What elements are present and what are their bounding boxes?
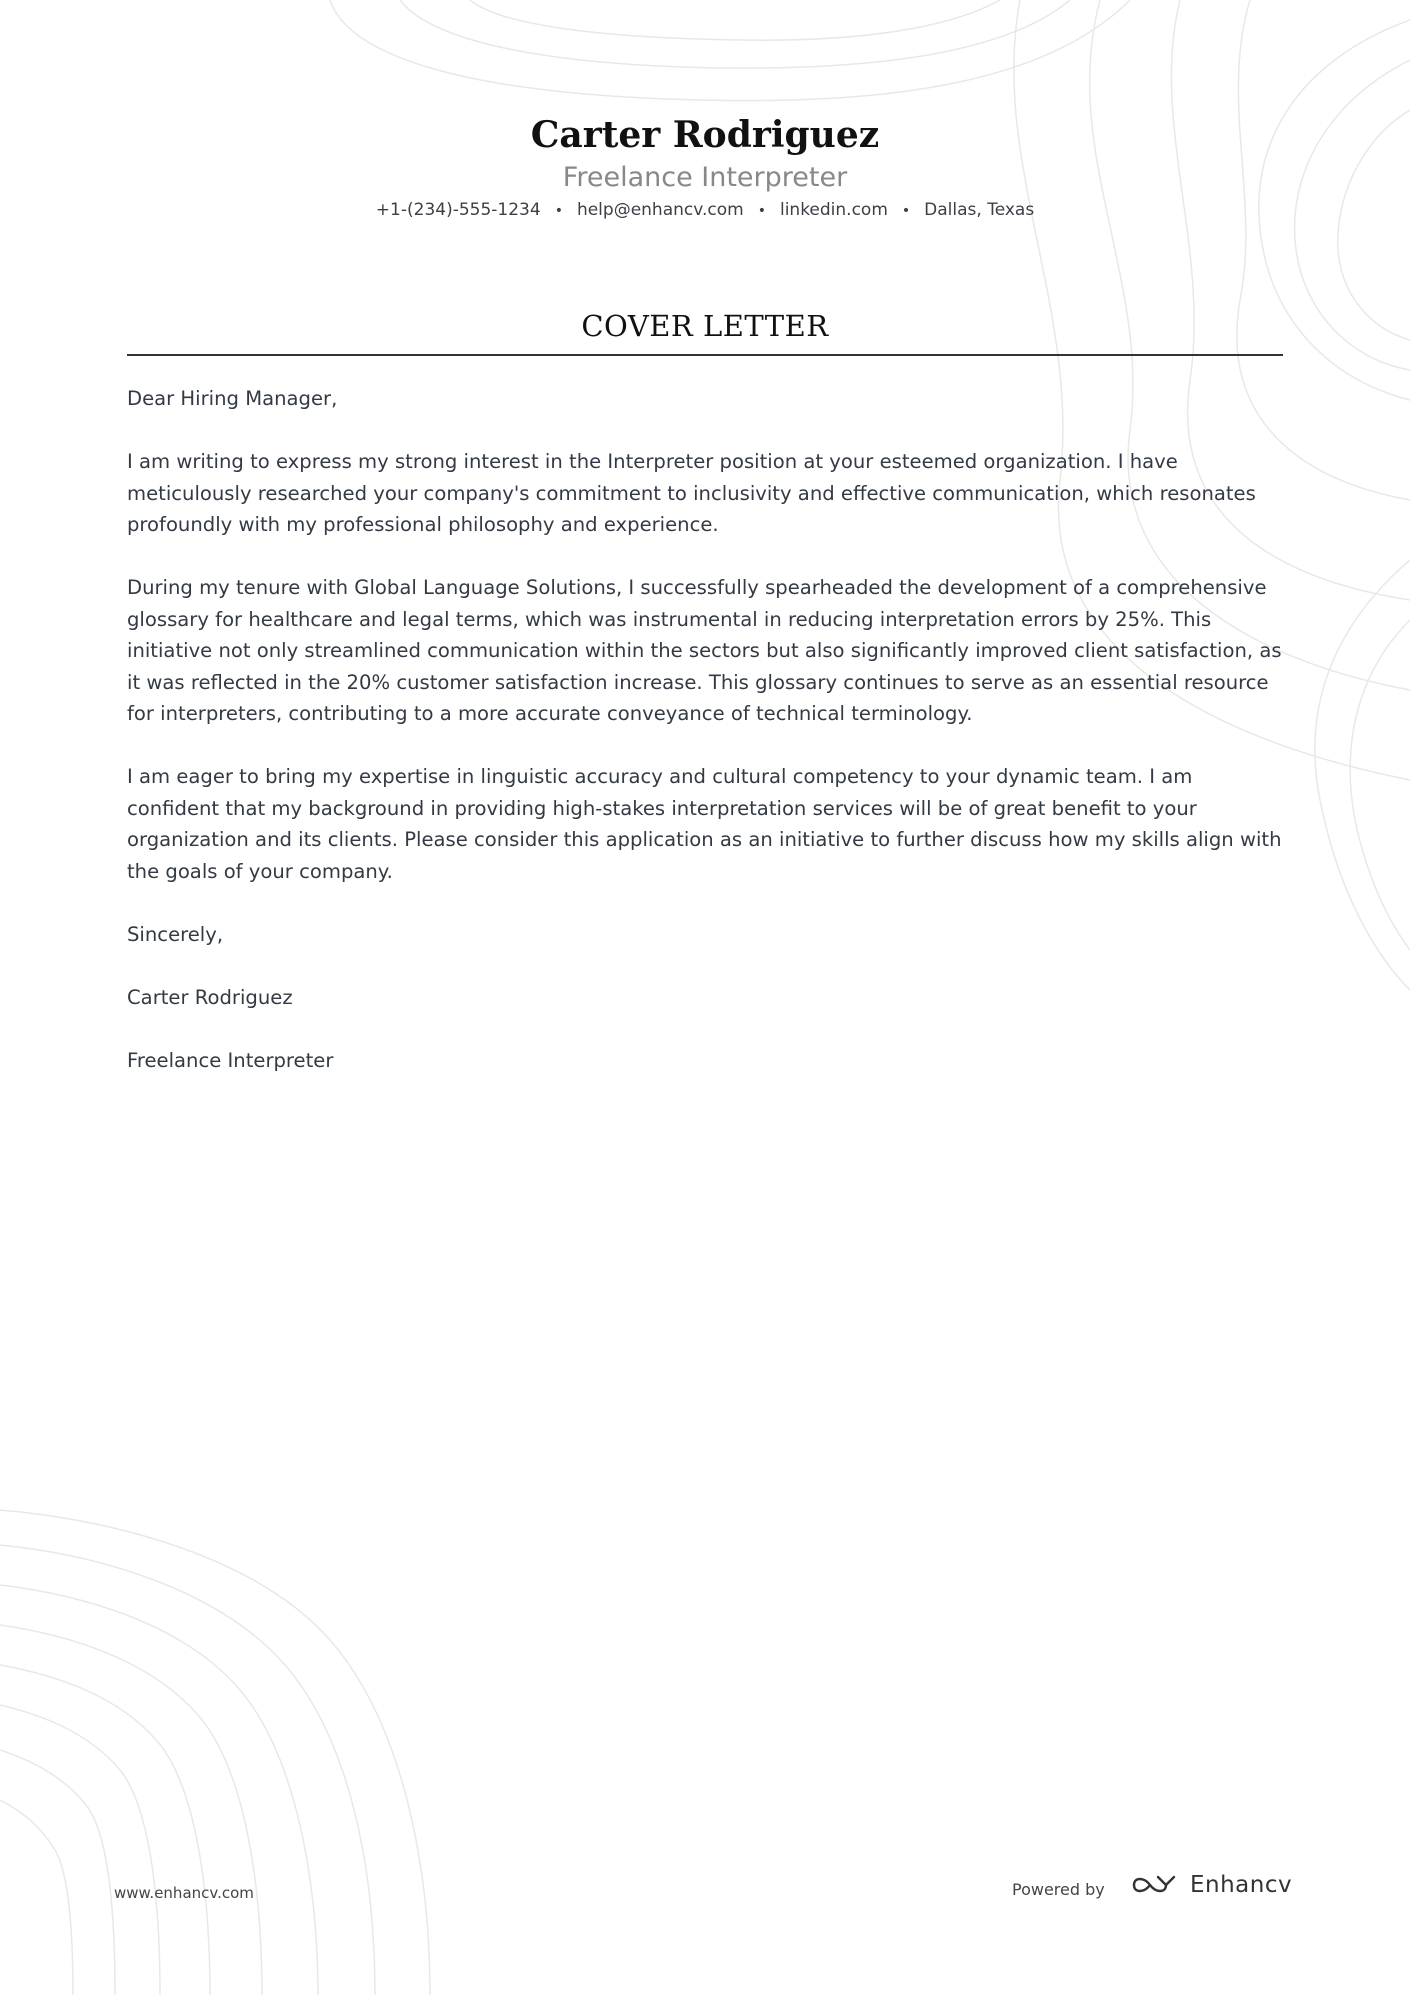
letter-paragraph: During my tenure with Global Language Solutions, I successfully spearheaded the development of a comprehensive glossary for healthcare and legal terms, which was instrumental in reducing interpretation errors by 25%. This initiative not only streamlined communication within the sectors but also significantly improved client satisfaction, as it was reflected in the 20% customer satisfaction increase. This glossary continues to serve as an essential resource for interpreters, contributing to a more accurate conveyance of technical terminology. xyxy=(127,576,1282,725)
letter-paragraph: I am writing to express my strong interest in the Interpreter position at your esteemed organization. I have meticulously researched your company's commitment to inclusivity and effective communication, which resonates profoundly with my professional philosophy and experience. xyxy=(127,450,1256,536)
contact-line xyxy=(0,198,1410,223)
letter-body xyxy=(127,383,1283,1108)
brand-link[interactable] xyxy=(1130,1872,1292,1898)
contact-email: help@enhancv.com xyxy=(576,200,744,220)
letter-closing: Sincerely, xyxy=(127,922,224,946)
section-divider xyxy=(127,354,1283,356)
bullet-separator: • xyxy=(554,203,563,219)
signature-title: Freelance Interpreter xyxy=(127,1048,334,1072)
enhancv-logo-icon xyxy=(1130,1872,1178,1898)
brand-name: Enhancv xyxy=(1190,1872,1293,1898)
letter-greeting: Dear Hiring Manager, xyxy=(127,387,338,410)
contact-linkedin: linkedin.com xyxy=(779,200,888,220)
contact-phone: +1-(234)-555-1234 xyxy=(375,200,541,220)
section-title: COVER LETTER xyxy=(581,309,829,343)
powered-by-label: Powered by xyxy=(1012,1880,1105,1899)
bullet-separator: • xyxy=(757,203,766,219)
contact-location: Dallas, Texas xyxy=(924,200,1035,220)
applicant-name: Carter Rodriguez xyxy=(530,114,880,156)
letter-paragraph: I am eager to bring my expertise in linguistic accuracy and cultural competency to your dynamic team. I am confident that my background in providing high-stakes interpretation services will be of great benefit to your organization and its clients. Please consider this application as an initiative to further discuss how my skills align with the goals of your company. xyxy=(127,765,1282,883)
applicant-role: Freelance Interpreter xyxy=(562,162,848,193)
bullet-separator: • xyxy=(901,203,911,219)
footer-website-link[interactable]: www.enhancv.com xyxy=(114,1884,254,1902)
header xyxy=(0,110,1410,223)
signature-name: Carter Rodriguez xyxy=(127,985,293,1009)
